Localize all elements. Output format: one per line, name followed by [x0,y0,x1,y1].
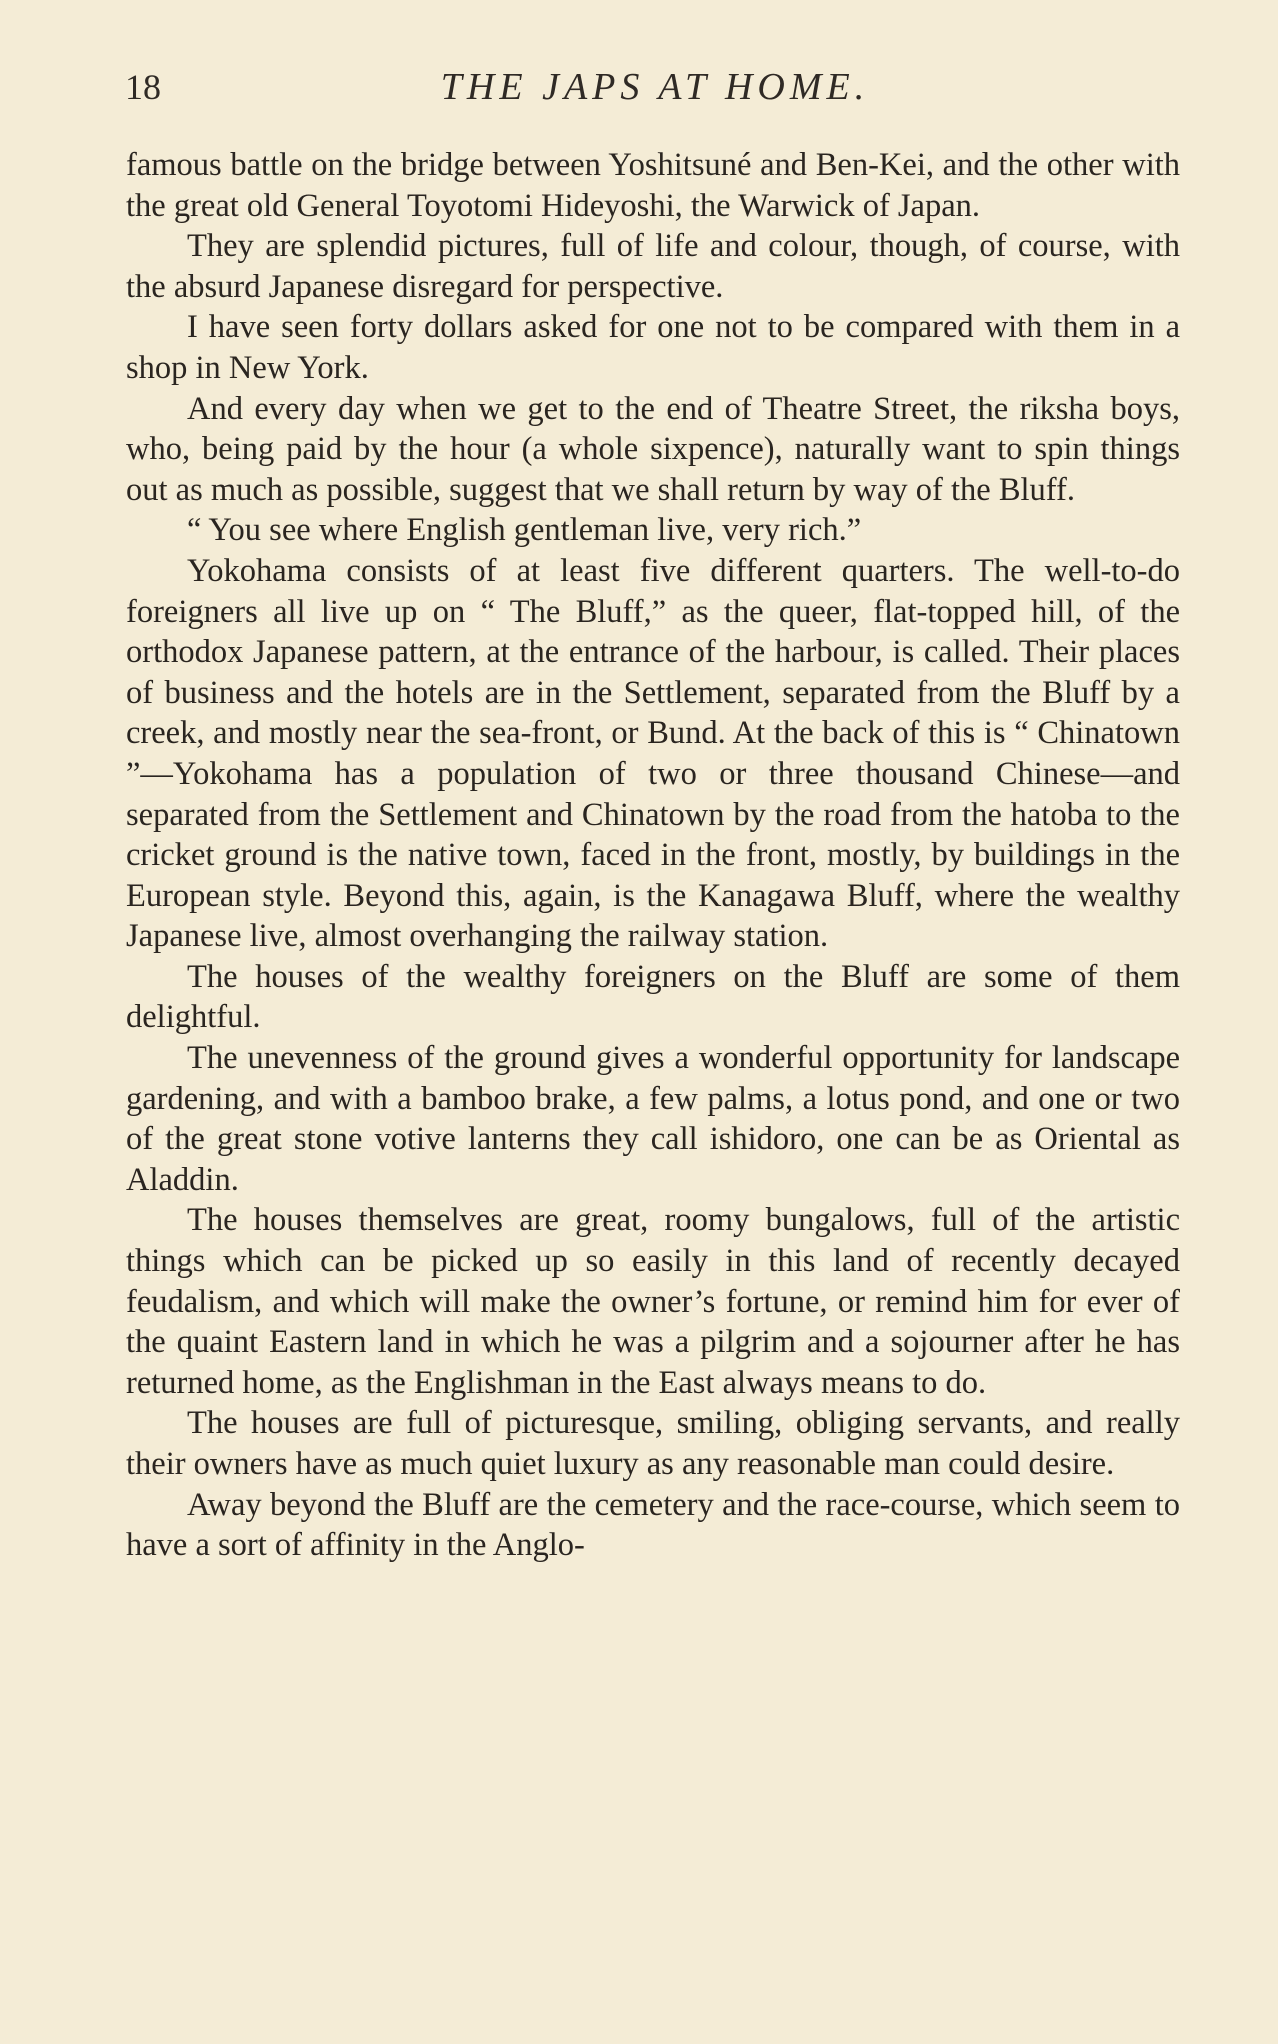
running-title: THE JAPS AT HOME. [440,66,870,108]
paragraph: “ You see where English gentleman live, very rich.” [187,512,862,549]
paragraph: The houses themselves are great, roomy bungalows, full of the artistic things which can be picked up so easily in this land of recently decayed feudalism, and which will make the owner’s fortune, or remind him for ever of the quaint Eastern land in which he was a pilgrim and a sojourner after he has returned home, as the Englishman in the East always means to do. [126,1202,1180,1401]
paragraph: famous battle on the bridge between Yoshitsuné and Ben-Kei, and the other with the great old General Toyotomi Hideyoshi, the Warwick of Japan. [126,147,1180,224]
paragraph: The unevenness of the ground gives a wonderful opportunity for landscape gardening, and with a bamboo brake, a few palms, a lotus pond, and one or two of the great stone votive lanterns they call ishidoro, one can be as Oriental as Aladdin. [126,1040,1180,1198]
paragraph: Away beyond the Bluff are the cemetery and the race-course, which seem to have a sort of affinity in the Anglo- [126,1486,1180,1564]
page-header [125,62,1185,112]
paragraph: Yokohama consists of at least five different quarters. The well-to-do foreigners all live up on “ The Bluff,” as the queer, flat-topped hill, of the orthodox Japanese pattern, at the entrance of the harbour, is called. Their places of business and the hotels are in the Settlement, separated from the Bluff by a creek, and mostly near the sea-front, or Bund. At the back of this is “ Chinatown ”—Yokohama has a population of two or three thousand Chinese—and separated from the Settlement and Chinatown by the road from the hatoba to the cricket ground is the native town, faced in the front, mostly, by buildings in the European style. Beyond this, again, is the Kanagawa Bluff, where the wealthy Japanese live, almost overhanging the railway station. [126,552,1180,955]
paragraph: They are splendid pictures, full of life and colour, though, of course, with the absurd Japanese disregard for perspective. [126,228,1180,305]
paragraph: The houses are full of picturesque, smiling, obliging servants, and really their owners have as much quiet luxury as any reasonable man could desire. [126,1405,1180,1482]
body-text [126,145,1180,1566]
paragraph: The houses of the wealthy foreigners on the Bluff are some of them delightful. [126,958,1180,1036]
paragraph: And every day when we get to the end of Theatre Street, the riksha boys, who, being paid by the hour (a whole sixpence), naturally want to spin things out as much as possible, suggest that we shall return by way of the Bluff. [126,390,1180,508]
paragraph: I have seen forty dollars asked for one not to be compared with them in a shop in New York. [126,309,1180,386]
page-number: 18 [125,67,161,107]
